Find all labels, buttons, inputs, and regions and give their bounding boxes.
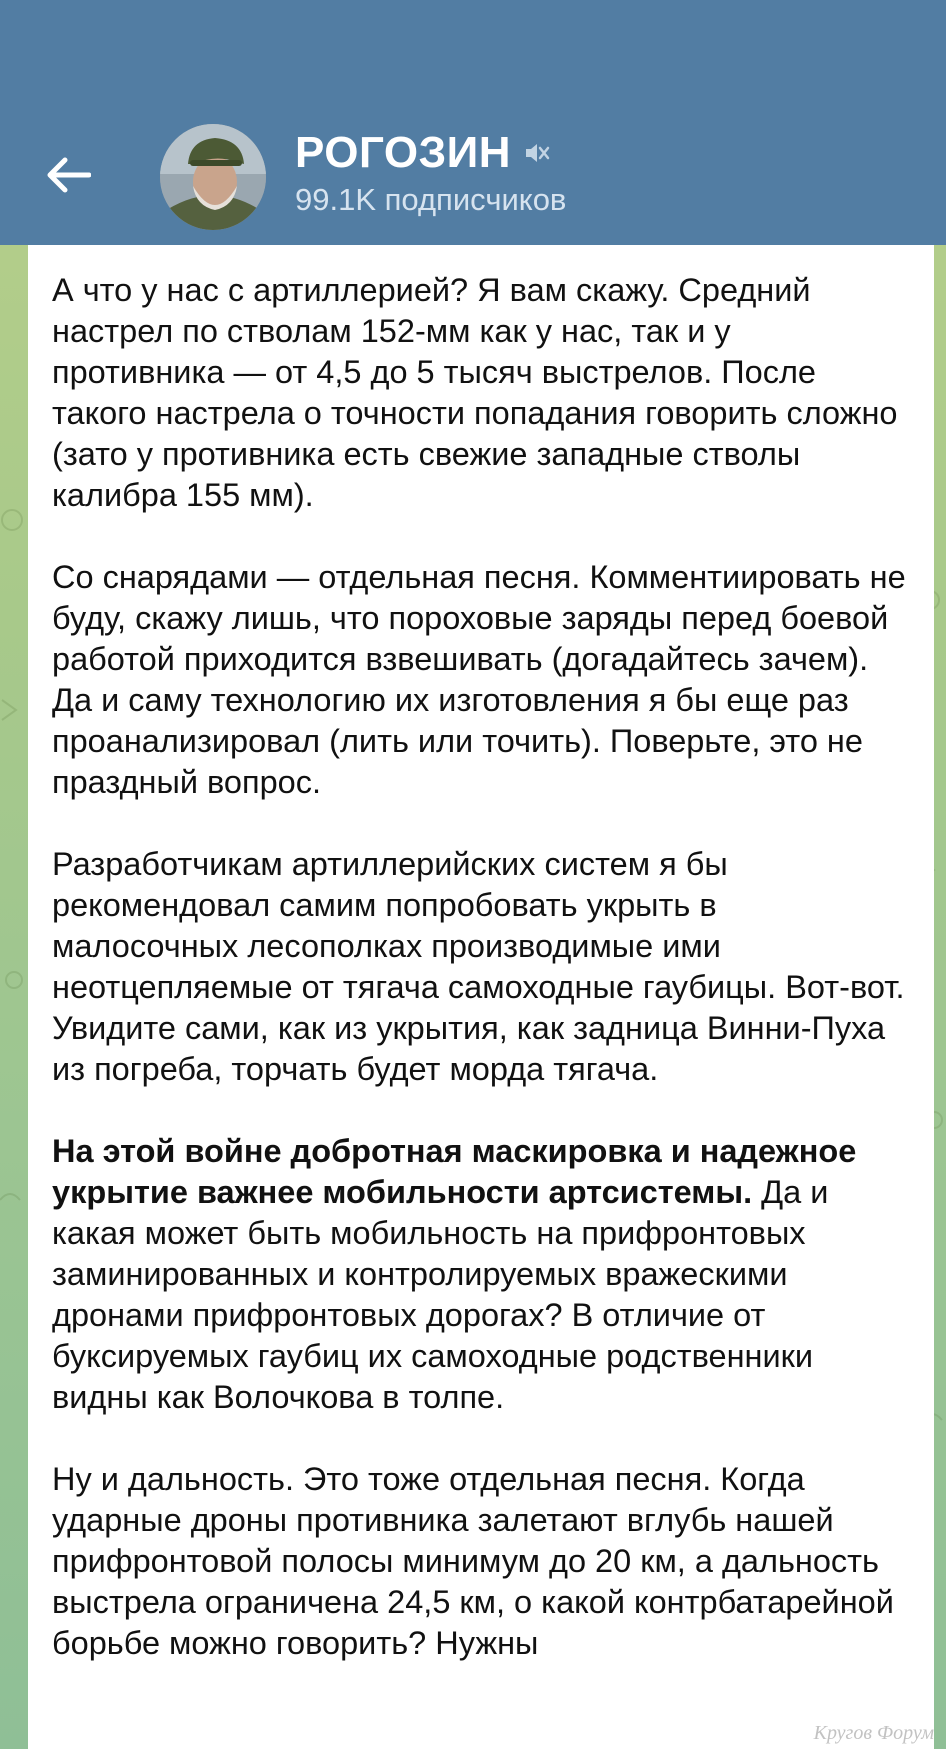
avatar-photo — [160, 124, 266, 230]
message-paragraph-5: Ну и дальность. Это тоже отдельная песня. Когда ударные дроны противника залетают вглубь нашей прифронтовой полосы минимум до 20 км, а дальность выстрела ограничена 24,5 км, о какой контрбатарейной борьбе можно говорить? Нужны — [52, 1461, 894, 1661]
channel-avatar[interactable] — [160, 124, 266, 230]
watermark: Кругов Форум — [813, 1722, 934, 1744]
channel-header — [0, 0, 946, 245]
channel-title[interactable] — [295, 126, 551, 180]
bold-statement: На этой войне добротная маскировка и надежное укрытие важнее мобильности артсистемы. — [52, 1133, 857, 1210]
back-button[interactable] — [40, 150, 96, 200]
message-paragraph-2: Со снарядами — отдельная песня. Комментиировать не буду, скажу лишь, что пороховые заряды перед боевой работой приходится взвешивать (догадайтесь зачем). Да и саму технологию их изготовления я бы еще раз проанализировал (лить или точить). Поверьте, это не праздный вопрос. — [52, 559, 906, 800]
message-bubble[interactable] — [28, 245, 934, 1749]
message-paragraph-4-rest: Да и какая может быть мобильность на прифронтовых заминированных и контролируемых вражескими дронами прифронтовых дорогах? В отличие от буксируемых гаубиц их самоходные родственники видны как Волочкова в толпе. — [52, 1174, 829, 1415]
arrow-left-icon — [45, 155, 91, 195]
message-paragraph-3: Разработчикам артиллерийских систем я бы рекомендовал самим попробовать укрыть в малосочных лесополках производимые ими неотцепляемые от тягача самоходные гаубицы. Вот-вот. Увидите сами, как из укрытия, как задница Винни-Пуха из погреба, торчать будет морда тягача. — [52, 846, 905, 1087]
message-paragraph-1: А что у нас с артиллерией? Я вам скажу. Средний настрел по стволам 152-мм как у нас, так и у противника — от 4,5 до 5 тысяч выстрелов. После такого настрела о точности попадания говорить сложно (зато у противника есть свежие западные стволы калибра 155 мм). — [52, 272, 898, 513]
channel-name: РОГОЗИН — [295, 128, 512, 177]
subscriber-count: 99.1K подписчиков — [295, 182, 567, 217]
message-paragraph-4 — [52, 1131, 910, 1418]
muted-speaker-icon — [521, 138, 551, 168]
